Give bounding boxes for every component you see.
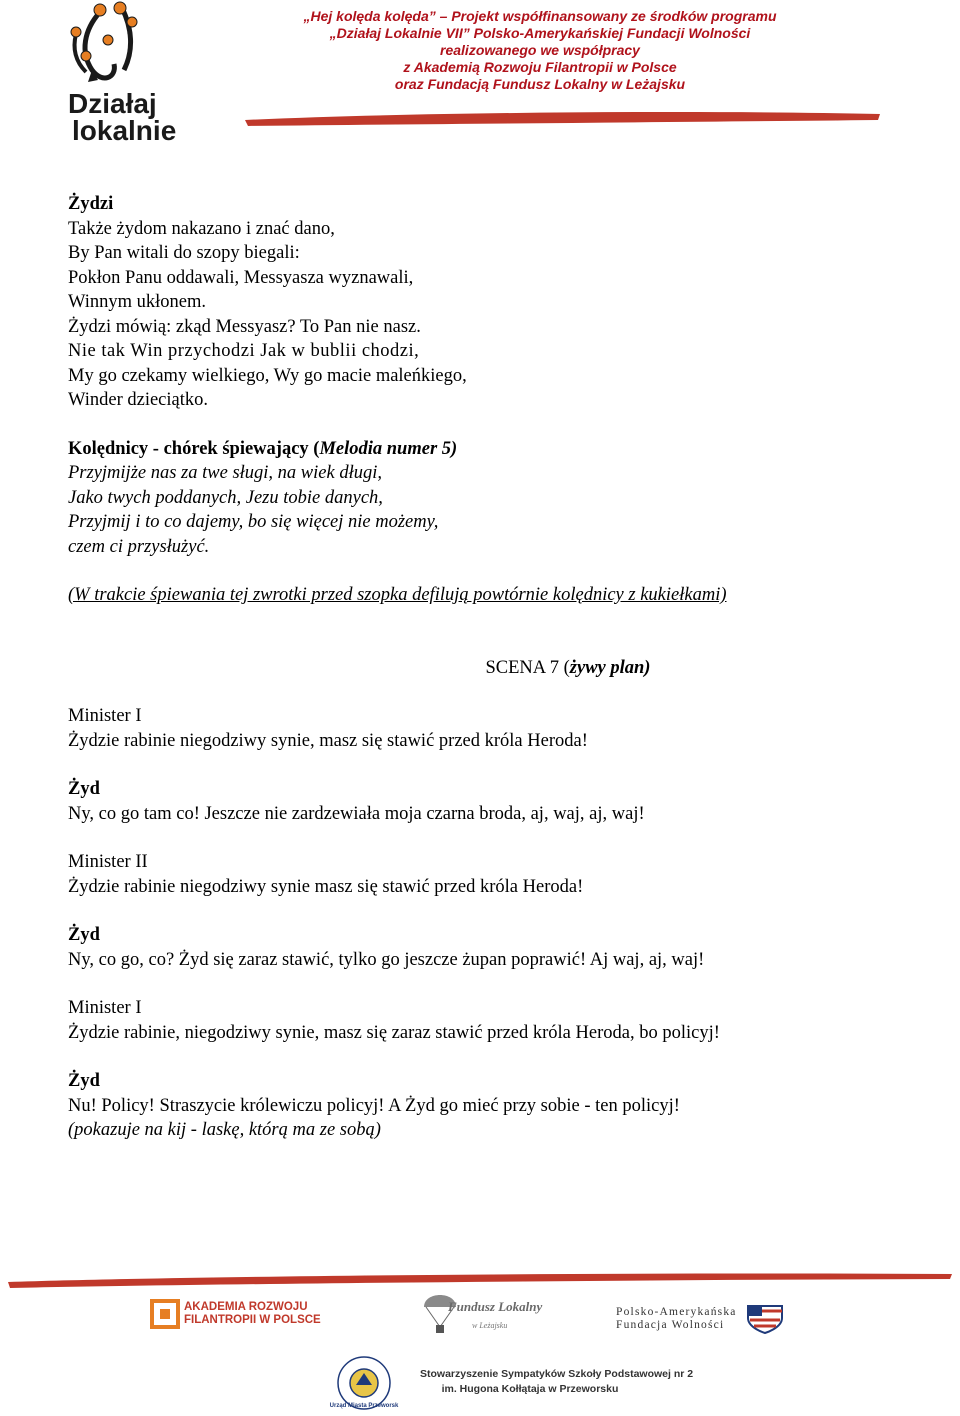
dialogue-text: Żydzie rabinie niegodziwy synie masz się stawić przed króla Heroda! [68,876,584,897]
dialogue-text: Ny, co go tam co! Jeszcze nie zardzewiała moja czarna broda, aj, waj, aj, waj! [68,803,645,824]
paf-line: Fundacja Wolności [616,1319,725,1331]
project-header [300,8,780,93]
city-seal-icon [329,1355,399,1411]
akademia-rozwoju-logo [150,1297,320,1331]
dialogue-role: Żyd [68,779,100,799]
verse-line: Nie tak Win przychodzi Jak w bublii chodzi, [68,341,420,361]
role-name: Żydzi [68,194,114,214]
paf-logo [616,1306,786,1346]
project-line: „Hej kolęda kolęda” – Projekt współfinansowany ze środków programu [303,8,777,24]
project-line: oraz Fundacją Fundusz Lokalny w Leżajsku [394,76,686,92]
fundusz-lokalny-logo [420,1285,543,1345]
fund-sub: w Leżajsku [472,1321,508,1330]
verse-line: Winder dzieciątko. [68,390,208,410]
dialogue-text: Nu! Policy! Straszycie królewiczu policyj! A Żyd go mieć przy sobie - ten policyj! [68,1095,680,1116]
song-line: Przyjmij i to co dajemy, bo się więcej nie możemy, [68,512,439,532]
verse-line: By Pan witali do szopy biegali: [68,243,300,263]
flag-shield-icon [746,1302,784,1334]
scene-subtitle: żywy plan) [569,657,651,678]
stowarzyszenie-logo [420,1367,694,1399]
verse-line: Pokłon Panu oddawali, Messyasza wyznawali, [68,267,414,288]
verse-line: My go czekamy wielkiego, Wy go macie maleńkiego, [68,365,467,386]
song-line: Przyjmijże nas za twe sługi, na wiek długi, [68,463,382,483]
project-line: „Działaj Lokalnie VII” Polsko-Amerykańskiej Fundacji Wolności [329,25,751,41]
svg-text:lokalnie: lokalnie [72,115,177,146]
dialogue-role: Minister I [68,706,142,726]
role-label: Kolędnicy - chórek śpiewający ( [68,438,320,459]
verse-line: Winnym ukłonem. [68,292,206,312]
arp-line: FILANTROPII W POLSCE [184,1314,321,1326]
project-line: z Akademią Rozwoju Filantropii w Polsce [403,59,677,75]
svg-text:Działaj: Działaj [68,88,157,119]
assoc-line: im. Hugona Kołłątaja w Przeworsku [441,1383,619,1395]
urzad-miasta-seal [329,1355,399,1411]
verse-line: Żydzi mówią: zkąd Messyasz? To Pan nie nasz. [68,316,421,337]
header-brush-stroke [0,108,960,130]
svg-text:Urząd Miasta Przeworsk: Urząd Miasta Przeworsk [329,1403,399,1409]
song-line: Jako twych poddanych, Jezu tobie danych, [68,487,383,508]
scene-title [68,656,928,681]
script-content [68,192,928,1143]
final-stage-direction: (pokazuje na kij - laskę, którą ma ze sobą) [68,1120,381,1140]
paf-line: Polsko-Amerykańska [616,1306,737,1318]
verse-line: Także żydom nakazano i znać dano, [68,218,335,239]
arp-line: AKADEMIA ROZWOJU [184,1301,308,1313]
arp-square-icon [150,1299,180,1329]
dialogue-role: Żyd [68,1071,100,1091]
dialogue-role: Żyd [68,925,100,945]
melody-label: Melodia numer 5) [319,438,458,459]
song-line: czem ci przysłużyć. [68,536,210,557]
dialogue-text: Ny, co go, co? Żyd się zaraz stawić, tylko go jeszcze żupan poprawić! Aj waj, aj, waj! [68,949,705,970]
fund-name: Fundusz Lokalny [448,1299,543,1314]
dialogue-text: Żydzie rabinie niegodziwy synie, masz się stawić przed króla Heroda! [68,730,588,751]
dialogue-role: Minister I [68,998,142,1018]
assoc-line: Stowarzyszenie Sympatyków Szkoły Podstawowej nr 2 [420,1368,694,1380]
dialogue-role: Minister II [68,852,148,872]
stage-direction: (W trakcie śpiewania tej zwrotki przed szopka defilują powtórnie kolędnicy z kukiełkami) [68,585,727,605]
project-line: realizowanego we współpracy [440,42,640,58]
scene-label: SCENA 7 ( [485,657,570,678]
role-name [68,437,928,462]
dialogue-text: Żydzie rabinie, niegodziwy synie, masz się zaraz stawić przed króla Heroda, bo policyj! [68,1022,720,1043]
